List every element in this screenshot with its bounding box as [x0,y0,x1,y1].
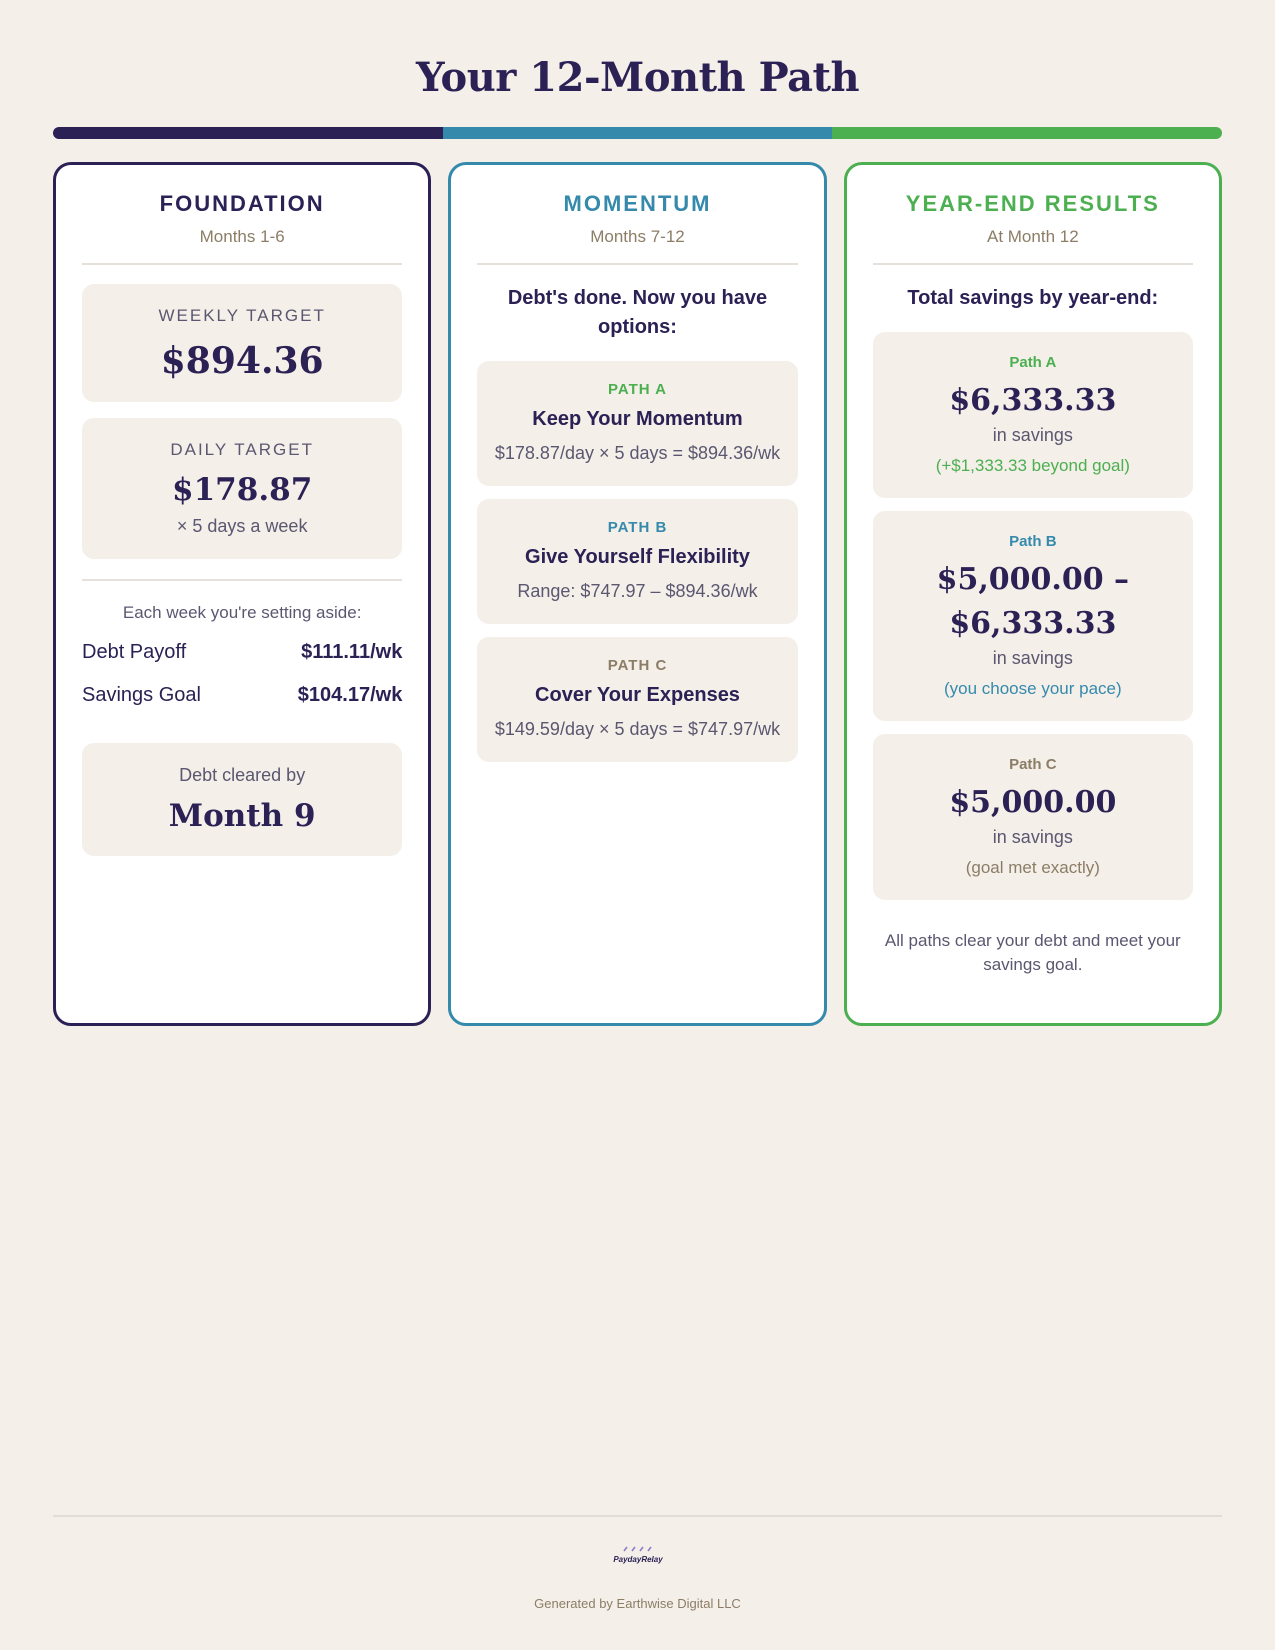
result-path-b [873,511,1193,721]
path-c-name: Cover Your Expenses [535,684,740,706]
path-a-tag: PATH A [607,381,668,398]
path-a-option [477,361,797,486]
logo-mark-icon [608,1545,668,1569]
result-path-a [873,332,1193,498]
results-card [844,162,1222,1026]
foundation-subtitle: Months 1-6 [199,227,285,246]
allocation-row [82,684,402,707]
phase-columns [53,162,1222,1026]
result-path-b-in: in savings [992,648,1073,668]
result-path-a-in: in savings [992,425,1073,445]
allocation-value: $104.17/wk [297,684,403,706]
path-a-name: Keep Your Momentum [532,408,743,430]
daily-target-label: DAILY TARGET [170,440,314,459]
debt-cleared-value: Month 9 [168,798,316,834]
allocation-value: $111.11/wk [301,641,403,663]
momentum-header [477,191,797,265]
momentum-subtitle: Months 7-12 [590,227,685,246]
momentum-card [448,162,826,1026]
results-subtitle: At Month 12 [986,227,1079,246]
path-c-option [477,637,797,762]
allocation-label: Savings Goal [82,684,201,706]
foundation-card [53,162,431,1026]
results-footer: All paths clear your debt and meet your savings goal. [884,931,1181,974]
daily-target-note: × 5 days a week [176,516,308,536]
path-b-detail: Range: $747.97 – $894.36/wk [517,581,758,601]
result-path-c-note: (goal met exactly) [965,858,1100,877]
brand-logo [0,1545,1275,1574]
result-path-a-note: (+$1,333.33 beyond goal) [935,456,1130,475]
daily-target-box [82,418,402,559]
momentum-title: MOMENTUM [563,191,712,216]
foundation-title: FOUNDATION [159,191,325,216]
foundation-divider [82,579,402,581]
result-path-c-amount: $5,000.00 [949,785,1117,820]
page-title: Your 12-Month Path [415,54,860,101]
results-lead: Total savings by year-end: [907,287,1159,309]
result-path-a-amount: $6,333.33 [949,383,1117,418]
weekly-target-value: $894.36 [160,340,324,382]
foundation-header [82,191,402,265]
path-b-tag: PATH B [607,519,668,536]
result-path-b-tag: Path B [1009,533,1057,550]
path-b-name: Give Yourself Flexibility [525,546,750,568]
daily-target-value: $178.87 [172,472,313,508]
momentum-lead: Debt's done. Now you have options: [507,287,768,338]
allocation-row [82,641,402,664]
results-title: YEAR-END RESULTS [905,191,1160,216]
result-path-c-tag: Path C [1009,756,1057,773]
progress-segment-foundation [53,127,443,139]
progress-segment-results [832,127,1222,139]
generated-by-text: Generated by Earthwise Digital LLC [534,1596,741,1611]
weekly-target-label: WEEKLY TARGET [158,306,326,325]
path-a-detail: $178.87/day × 5 days = $894.36/wk [494,443,781,463]
logo-text: PaydayRelay [612,1555,663,1564]
result-path-c-in: in savings [992,827,1073,847]
result-path-c [873,734,1193,900]
debt-cleared-box [82,743,402,856]
allocation-label: Debt Payoff [82,641,187,663]
weekly-target-box [82,284,402,402]
footer-divider [53,1515,1222,1517]
results-header [873,191,1193,265]
result-path-a-tag: Path A [1009,354,1057,371]
aside-intro: Each week you're setting aside: [122,603,362,622]
path-c-detail: $149.59/day × 5 days = $747.97/wk [494,719,781,739]
phase-progress-bar [53,127,1222,139]
path-c-tag: PATH C [607,657,668,674]
progress-segment-momentum [443,127,833,139]
debt-cleared-label: Debt cleared by [179,765,306,785]
result-path-b-note: (you choose your pace) [943,679,1122,698]
path-b-option [477,499,797,624]
result-path-b-amount: $5,000.00 – $6,333.33 [936,562,1130,641]
